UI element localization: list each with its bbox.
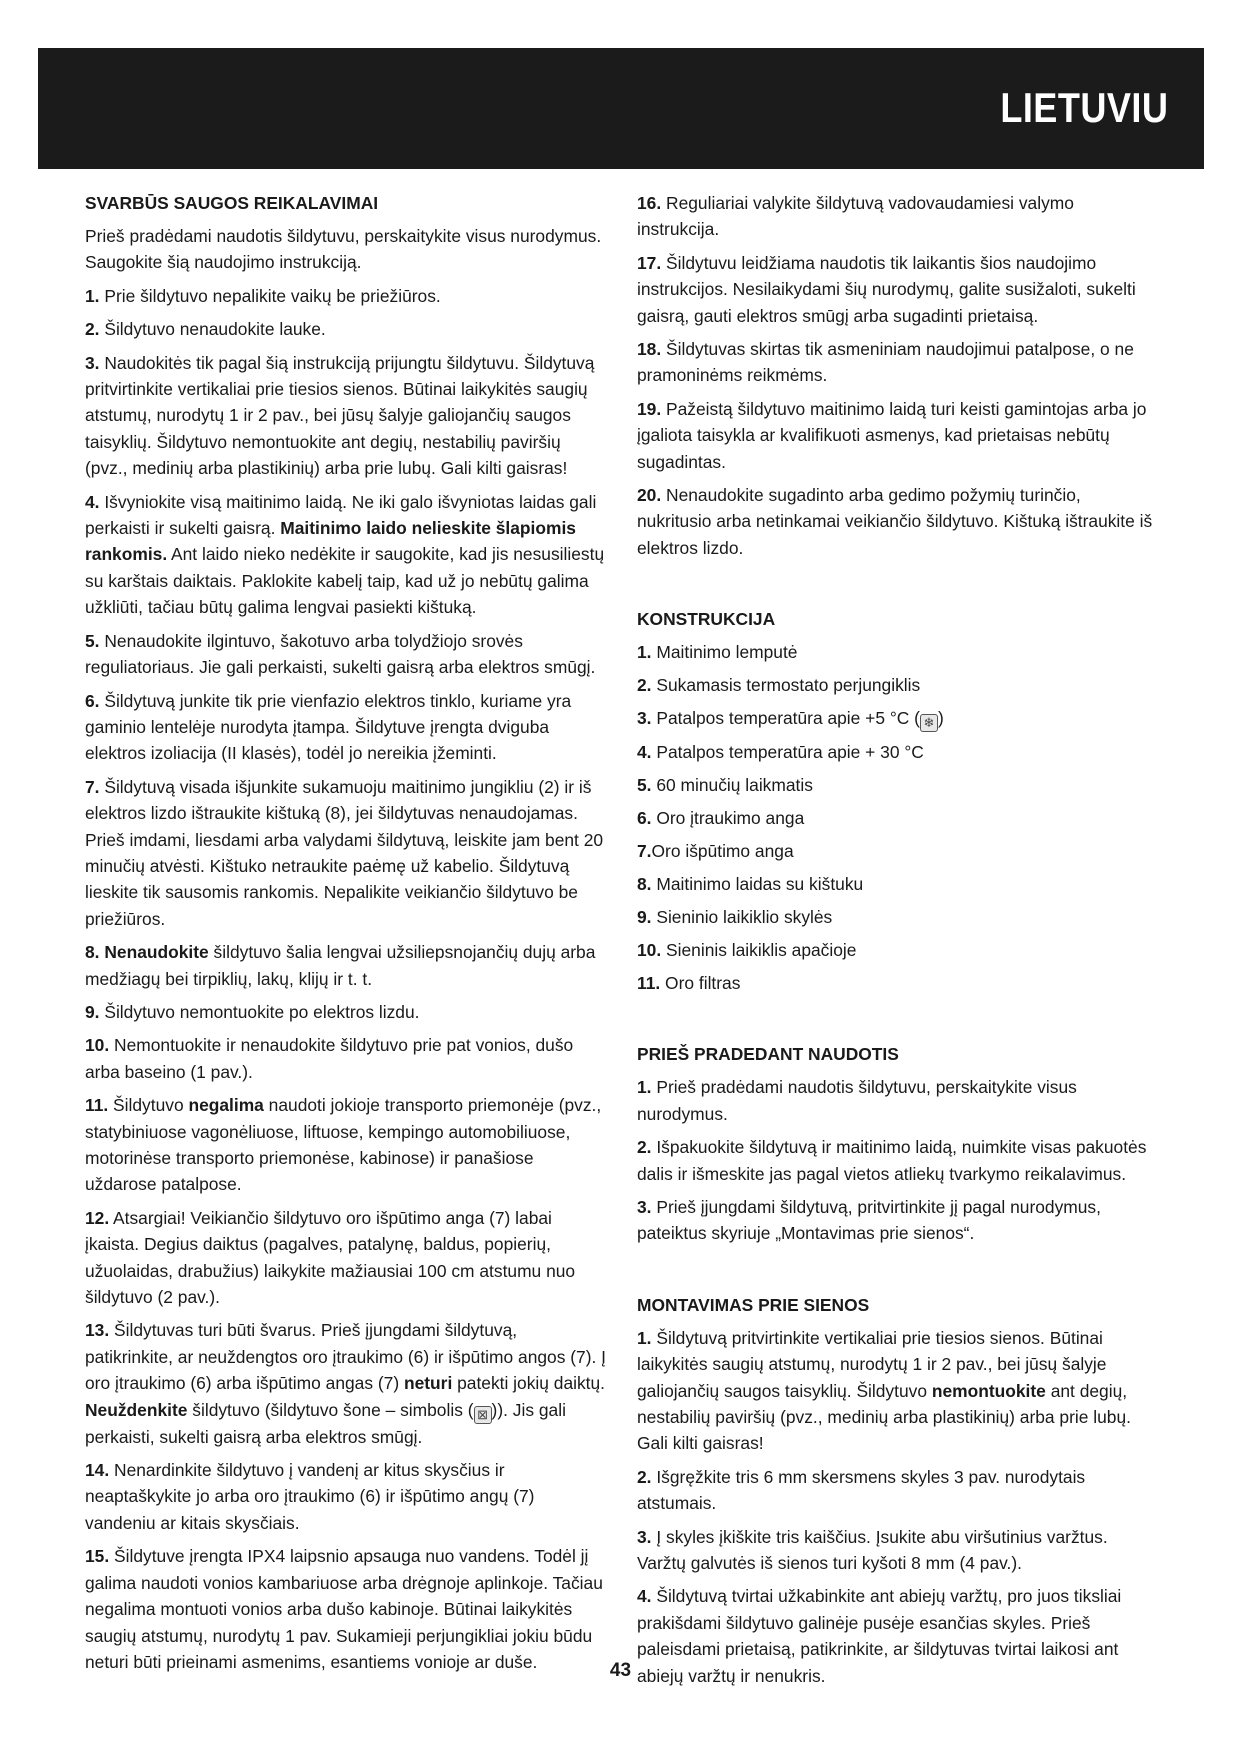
safety-item-2	[85, 316, 607, 342]
safety-item-7	[85, 774, 607, 932]
before-use-heading: PRIEŠ PRADEDANT NAUDOTIS	[637, 1044, 899, 1065]
item-number: 4.	[637, 742, 652, 763]
construction-heading: KONSTRUKCIJA	[637, 609, 776, 630]
item-number: 1.	[637, 1327, 652, 1348]
item-bold-text: Maitinimo laido nelieskite šlapiomis rankomis.	[85, 518, 576, 565]
item-text: Nenaudokite sugadinto arba gedimo požymių turinčio, nukritusio arba netinkamai veikiančio šildytuvo. Kištuką ištraukite iš elektros lizdo.	[637, 485, 1153, 558]
section-spacer	[637, 1254, 1157, 1292]
safety-item-5	[85, 628, 607, 681]
language-title: LIETUVIU	[1000, 84, 1168, 131]
item-number: 4.	[637, 1586, 652, 1607]
item-text: Šildytuvas skirtas tik asmeniniam naudojimui patalpose, o ne pramoninėms reikmėms.	[637, 339, 1134, 386]
construction-item	[637, 639, 1157, 665]
item-bold-text: Neuždenkite	[85, 1399, 188, 1420]
safety-item-10	[85, 1032, 607, 1085]
item-number: 3.	[637, 1196, 652, 1217]
section-spacer	[637, 1003, 1157, 1041]
safety-intro: Prieš pradėdami naudotis šildytuvu, perskaitykite visus nurodymus. Saugokite šią naudojimo instrukciją.	[85, 226, 602, 273]
construction-item	[637, 805, 1157, 831]
item-number: 3.	[637, 708, 652, 729]
construction-item	[637, 937, 1157, 963]
safety-item-14	[85, 1457, 607, 1536]
construction-item	[637, 672, 1157, 698]
item-text: ant degių, nestabilių paviršių (pvz., medinių arba plastikinių) arba prie lubų. Gali kilti gaisras!	[637, 1380, 1131, 1454]
item-text: Išgręžkite tris 6 mm skersmens skyles 3 pav. nurodytais atstumais.	[637, 1466, 1086, 1514]
safety-item-3	[85, 350, 607, 482]
item-text: Oro išpūtimo anga	[651, 841, 794, 862]
item-number: 8.	[85, 942, 100, 963]
item-text: Šildytuvo nemontuokite po elektros lizdu.	[99, 1001, 420, 1022]
item-number: 9.	[85, 1001, 100, 1022]
item-number: 8.	[637, 874, 652, 895]
before-use-item-1	[637, 1074, 1157, 1127]
item-number: 2.	[637, 1466, 652, 1487]
language-header-bar	[38, 48, 1204, 169]
safety-item-15	[85, 1543, 607, 1675]
item-bold-text: nemontuokite	[931, 1380, 1046, 1401]
item-text: )). Jis gali perkaisti, sukelti gaisrą arba elektros smūgį.	[85, 1399, 566, 1447]
item-text: Šildytuvą junkite tik prie vienfazio elektros tinklo, kuriame yra gaminio lentelėje nurodyta įtampa. Šildytuve įrengta dviguba elektros izoliacija (II klasės), todėl jo nereikia įžeminti.	[85, 690, 572, 764]
item-text: 60 minučių laikmatis	[651, 775, 813, 796]
item-text: Oro įtraukimo anga	[651, 808, 805, 829]
safety-item-19	[637, 396, 1157, 475]
item-text: Patalpos temperatūra apie + 30 °C	[651, 742, 924, 763]
safety-item-4	[85, 489, 607, 621]
item-text: Naudokitės tik pagal šią instrukciją prijungtu šildytuvu. Šildytuvą pritvirtinkite vertikaliai prie tiesios sienos. Būtinai laikykitės saugių atstumų, nurodytų 1 ir 2 pav., bei jūsų šalyje galiojančių saugos taisyklių. Šildytuvo nemontuokite ant degių, nestabilių paviršių (pvz., medinių arba plastikinių) arba prie lubų. Gali kilti gaisras!	[85, 352, 595, 479]
safety-item-17	[637, 250, 1157, 329]
construction-item	[637, 772, 1157, 798]
item-number: 5.	[85, 630, 100, 651]
item-number: 13.	[85, 1320, 110, 1341]
item-text: Prie šildytuvo nepalikite vaikų be priežiūros.	[99, 285, 441, 306]
item-text: Išvyniokite visą maitinimo laidą. Ne iki galo išvyniotas laidas gali perkaisti ir sukelti gaisrą.	[85, 491, 597, 539]
item-number: 14.	[85, 1460, 110, 1481]
item-text: )	[937, 708, 944, 729]
item-number: 6.	[637, 808, 652, 829]
item-text: Šildytuve įrengta IPX4 laipsnio apsauga nuo vandens. Todėl jį galima naudoti vonios kambariuose arba drėgnoje aplinkoje. Tačiau negalima montuoti vonios arba dušo kabinoje. Būtinai laikykitės saugių atstumų, nurodytų 1 pav. Sukamieji perjungikliai jokiu būdu neturi būti prieinami asmenims, esantiems vonioje ar duše.	[85, 1546, 603, 1672]
item-text: Šildytuvą pritvirtinkite vertikaliai prie tiesios sienos. Būtinai laikykitės saugių atstumų, nurodytų 1 ir 2 pav., bei jūsų šalyje galiojančių saugos taisyklių. Šildytuvo	[637, 1327, 1107, 1401]
item-number: 10.	[85, 1035, 110, 1056]
construction-item	[637, 904, 1157, 930]
item-text: Pažeistą šildytuvo maitinimo laidą turi keisti gamintojas arba jo įgaliota taisykla ar kvalifikuoti asmenys, kad prietaisas nebūtų sugadintas.	[637, 398, 1147, 472]
item-text: Patalpos temperatūra apie +5 °C (	[651, 708, 920, 729]
item-number: 9.	[637, 907, 652, 928]
safety-item-12	[85, 1205, 607, 1311]
item-text: šildytuvo šalia lengvai užsiliepsnojančių dujų arba medžiagų bei tirpiklių, lakų, klijų ir t. t.	[85, 942, 596, 989]
item-bold-text: Nenaudokite	[99, 942, 209, 963]
item-text: Oro filtras	[660, 973, 741, 994]
section-spacer	[637, 568, 1157, 606]
safety-item-11	[85, 1092, 607, 1198]
item-text: Nemontuokite ir nenaudokite šildytuvo prie pat vonios, dušo arba baseino (1 pav.).	[85, 1035, 574, 1082]
item-bold-text: negalima	[188, 1095, 264, 1116]
item-number: 4.	[85, 491, 100, 512]
item-text: Reguliariai valykite šildytuvą vadovaudamiesi valymo instrukcija.	[637, 193, 1074, 240]
do-not-cover-icon: ⊠	[474, 1406, 492, 1424]
wall-mount-item-2	[637, 1464, 1157, 1517]
item-text: Atsargiai! Veikiančio šildytuvo oro išpūtimo anga (7) labai įkaista. Degius daiktus (pagalves, patalynę, baldus, popierių, užuolaidas, drabužius) laikykite mažiausiai 100 cm atstumu nuo šildytuvo (2 pav.).	[85, 1207, 576, 1308]
safety-item-6	[85, 688, 607, 767]
item-text: Nenardinkite šildytuvo į vandenį ar kitus skysčius ir neaptaškykite jo arba oro įtraukimo (6) ir išpūtimo angų (7) vandeniu ar kitais skysčiais.	[85, 1460, 535, 1533]
item-text: Į skyles įkiškite tris kaiščius. Įsukite abu viršutinius varžtus. Varžtų galvutės iš sienos turi kyšoti 8 mm (4 pav.).	[637, 1526, 1108, 1573]
item-text: šildytuvo (šildytuvo šone – simbolis (	[187, 1399, 474, 1420]
page-number: 43	[609, 1660, 632, 1681]
item-text: Nenaudokite ilgintuvo, šakotuvo arba tolydžiojo srovės reguliatoriaus. Jie gali perkaisti, sukelti gaisrą arba elektros smūgį.	[85, 630, 596, 678]
safety-item-20	[637, 482, 1157, 561]
item-number: 6.	[85, 690, 100, 711]
before-use-item-3	[637, 1194, 1157, 1247]
item-number: 2.	[637, 1137, 652, 1158]
item-number: 3.	[85, 352, 100, 373]
item-number: 20.	[637, 485, 662, 506]
safety-heading: SVARBŪS SAUGOS REIKALAVIMAI	[85, 193, 379, 213]
item-number: 16.	[637, 193, 662, 213]
item-text: Sieninio laikiklio skylės	[651, 907, 833, 928]
item-number: 1.	[637, 642, 652, 663]
wall-mount-item-3	[637, 1524, 1157, 1577]
item-text: Šildytuvo nenaudokite lauke.	[99, 319, 326, 340]
safety-item-16	[637, 190, 1157, 243]
frost-protection-icon: ❄	[920, 714, 938, 732]
item-number: 12.	[85, 1207, 110, 1228]
safety-item-1	[85, 283, 607, 309]
item-number: 3.	[637, 1526, 652, 1547]
item-number: 7.	[85, 776, 100, 797]
item-text: Sukamasis termostato perjungiklis	[651, 675, 921, 696]
item-text: Šildytuvo	[108, 1095, 189, 1116]
wall-mount-heading: MONTAVIMAS PRIE SIENOS	[637, 1294, 870, 1315]
item-text: patekti jokių daiktų.	[452, 1373, 606, 1394]
safety-item-9	[85, 999, 607, 1025]
item-number: 18.	[637, 339, 662, 360]
item-text: Šildytuvą tvirtai užkabinkite ant abiejų varžtų, pro juos tiksliai prakišdami šildytuvo galinėje pusėje esančias skyles. Prieš paleisdami prietaisą, patikrinkite, ar šildytuvas tvirtai laikosi ant abiejų varžtų ir nenukris.	[637, 1586, 1122, 1686]
construction-item	[637, 705, 1157, 732]
construction-item	[637, 871, 1157, 897]
item-text: Šildytuvas turi būti švarus. Prieš įjungdami šildytuvą, patikrinkite, ar neuždengtos oro įtraukimo (6) ir išpūtimo angos (7). Į oro įtraukimo (6) arba išpūtimo angas (7)	[85, 1320, 606, 1394]
item-text: Maitinimo laidas su kištuku	[651, 874, 864, 895]
construction-item	[637, 970, 1157, 996]
safety-item-8	[85, 939, 607, 992]
item-number: 5.	[637, 775, 652, 796]
item-number: 11.	[85, 1095, 109, 1116]
item-number: 2.	[85, 319, 100, 340]
item-text: Ant laido nieko nedėkite ir saugokite, kad jis nesusiliestų su karštais daiktais. Paklokite kabelį taip, kad už jo nebūtų galima užkliūti, tačiau būtų galima lengvai pasiekti kištuką.	[85, 544, 605, 618]
item-number: 17.	[637, 252, 662, 273]
wall-mount-item-1	[637, 1325, 1157, 1457]
item-number: 11.	[637, 973, 661, 994]
item-text: Šildytuvą visada išjunkite sukamuoju maitinimo jungikliu (2) ir iš elektros lizdo ištraukite kištuką (8), jei šildytuvas nenaudojamas. Prieš imdami, liesdami arba valydami šildytuvą, leiskite jam bent 20 minučių atvėsti. Kištuko netraukite paėmę už kabelio. Šildytuvą lieskite tik sausomis rankomis. Nepalikite veikiančio šildytuvo be priežiūros.	[85, 776, 604, 929]
item-text: Išpakuokite šildytuvą ir maitinimo laidą, nuimkite visas pakuotės dalis ir išmeskite jas pagal vietos atliekų tvarkymo reikalavimus.	[637, 1137, 1147, 1184]
item-text: Sieninis laikiklis apačioje	[661, 940, 857, 961]
right-column	[637, 190, 1157, 1696]
item-text: Maitinimo lemputė	[651, 642, 798, 663]
item-text: Prieš pradėdami naudotis šildytuvu, perskaitykite visus nurodymus.	[637, 1077, 1077, 1124]
item-number: 15.	[85, 1546, 110, 1567]
item-number: 19.	[637, 398, 662, 419]
item-text: Šildytuvu leidžiama naudotis tik laikantis šios naudojimo instrukcijos. Nesilaikydami šių nurodymų, galite susižaloti, sukelti gaisrą, gauti elektros smūgį arba sugadinti prietaisą.	[637, 252, 1136, 326]
item-number: 2.	[637, 675, 652, 696]
construction-item	[637, 739, 1157, 765]
item-text: Prieš įjungdami šildytuvą, pritvirtinkite jį pagal nurodymus, pateiktus skyriuje „Montavimas prie sienos“.	[637, 1196, 1101, 1244]
item-number: 1.	[85, 285, 100, 306]
safety-item-18	[637, 336, 1157, 389]
item-number: 1.	[637, 1077, 652, 1098]
safety-item-13	[85, 1317, 607, 1450]
item-number: 10.	[637, 940, 662, 961]
construction-item	[637, 838, 1157, 864]
item-number: 7.	[637, 841, 652, 862]
item-text: naudoti jokioje transporto priemonėje (pvz., statybiniuose vagonėliuose, liftuose, kempingo automobiliuose, motorinėse transporto priemonėse, kabinose) ir panašiose uždarose patalpose.	[85, 1095, 602, 1195]
left-column	[85, 190, 607, 1682]
item-bold-text: neturi	[403, 1373, 453, 1394]
before-use-item-2	[637, 1134, 1157, 1187]
